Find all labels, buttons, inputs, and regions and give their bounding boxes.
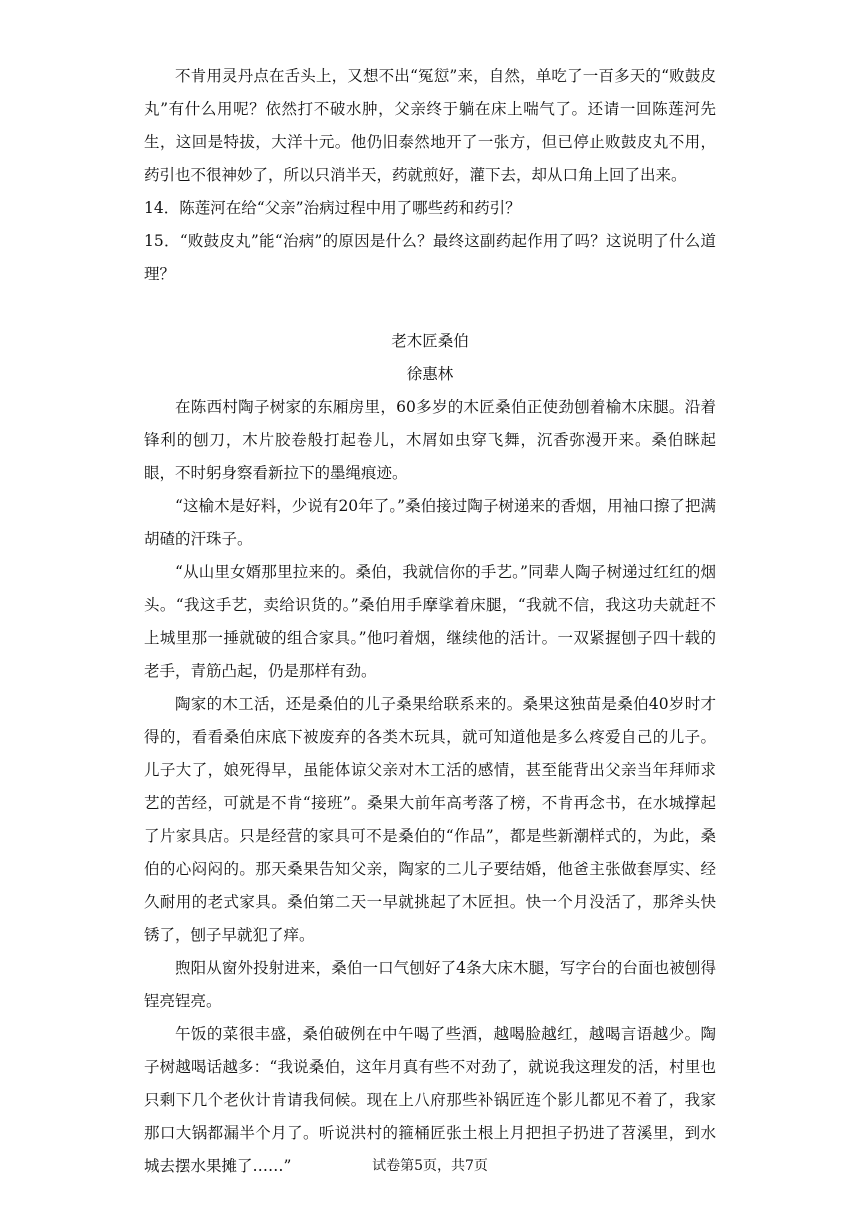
question-14: 14．陈莲河在给“父亲”治病过程中用了哪些药和药引？ <box>144 199 521 217</box>
question-15: 15．“败鼓皮丸”能“治病”的原因是什么？最终这副药起作用了吗？这说明了什么道理？ <box>144 232 716 283</box>
article-paragraph-1: 在陈西村陶子树家的东厢房里，60多岁的木匠桑伯正使劲刨着榆木床腿。沿着锋利的刨刀，木片胶卷般打起卷儿，木屑如虫穿飞舞，沉香弥漫开来。桑伯眯起眼，不时躬身察看新拉下的墨绳痕迹。 <box>144 398 716 482</box>
section-gap <box>144 291 716 325</box>
article-author: 徐惠林 <box>406 365 454 383</box>
page-content <box>144 60 716 1183</box>
article-paragraph-2: “这榆木是好料，少说有20年了。”桑伯接过陶子树递来的香烟，用袖口擦了把满胡碴的汗珠子。 <box>144 497 716 548</box>
article-title: 老木匠桑伯 <box>391 332 469 350</box>
page-footer: 试卷第5页，共7页 <box>372 1158 488 1174</box>
article1-tail-paragraph: 不肯用灵丹点在舌头上，又想不出“冤愆”来，自然，单吃了一百多天的“败鼓皮丸”有什么用呢？依然打不破水肿，父亲终于躺在床上喘气了。还请一回陈莲河先生，这回是特拔，大洋十元。他仍旧泰然地开了一张方，但已停止败鼓皮丸不用，药引也不很神妙了，所以只消半天，药就煎好，灌下去，却从口角上回了出来。 <box>144 67 716 184</box>
article-paragraph-4: 陶家的木工活，还是桑伯的儿子桑果给联系来的。桑果这独苗是桑伯40岁时才得的，看看桑伯床底下被废弃的各类木玩具，就可知道他是多么疼爱自己的儿子。儿子大了，娘死得早，虽能体谅父亲对木工活的感情，甚至能背出父亲当年拜师求艺的苦经，可就是不肯“接班”。桑果大前年高考落了榜，不肯再念书，在水城撑起了片家具店。只是经营的家具可不是桑伯的“作品”，都是些新潮样式的，为此，桑伯的心闷闷的。那天桑果告知父亲，陶家的二儿子要结婚，他爸主张做套厚实、经久耐用的老式家具。桑伯第二天一早就挑起了木匠担。快一个月没活了，那斧头快锈了，刨子早就犯了痒。 <box>144 695 716 944</box>
article-paragraph-6: 午饭的菜很丰盛，桑伯破例在中午喝了些酒，越喝脸越红，越喝言语越少。陶子树越喝话越多：“我说桑伯，这年月真有些不对劲了，就说我这理发的活，村里也只剩下几个老伙计肯请我伺候。现在上八府那些补锅匠连个影儿都见不着了，我家那口大锅都漏半个月了。听说洪村的箍桶匠张土根上月把担子扔进了苕溪里，到水城去摆水果摊了……” <box>144 1025 716 1175</box>
article-paragraph-5: 煦阳从窗外投射进来，桑伯一口气刨好了4条大床木腿，写字台的台面也被刨得锃亮锃亮。 <box>144 959 716 1010</box>
article-paragraph-3: “从山里女婿那里拉来的。桑伯，我就信你的手艺。”同辈人陶子树递过红红的烟头。“我这手艺，卖给识货的。”桑伯用手摩挲着床腿，“我就不信，我这功夫就赶不上城里那一捶就破的组合家具。”他叼着烟，继续他的活计。一双紧握刨子四十载的老手，青筋凸起，仍是那样有劲。 <box>144 563 716 680</box>
